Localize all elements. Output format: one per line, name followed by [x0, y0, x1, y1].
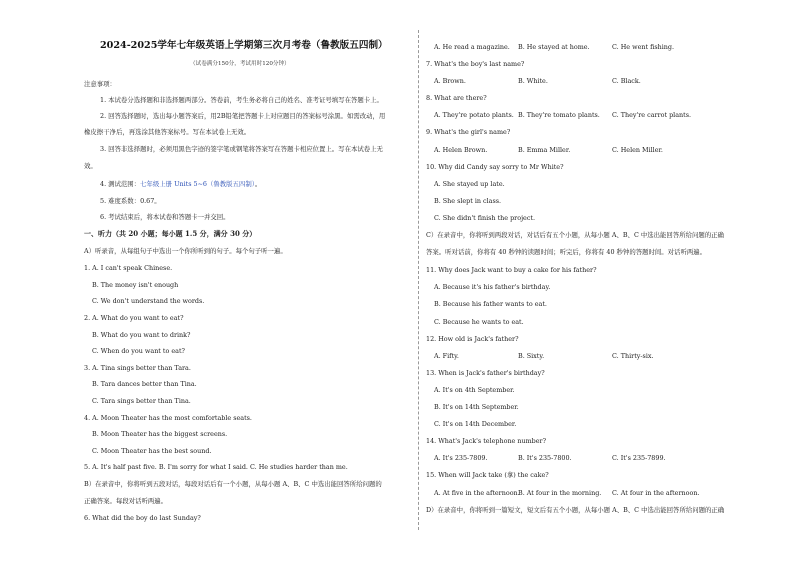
- q7: 7. What's the boy's last name?: [426, 60, 525, 68]
- scope-suffix: 。: [254, 180, 262, 188]
- q3-a: 3. A. Tina sings better than Tara.: [84, 364, 191, 372]
- q15-option-a: A. At five in the afternoon.: [434, 489, 520, 497]
- q11-option-a: A. Because it's his father's birthday.: [434, 283, 551, 291]
- q2-a: 2. A. What do you want to eat?: [84, 314, 184, 322]
- exam-title: 2024-2025学年七年级英语上学期第三次月考卷（鲁教版五四制）: [100, 40, 388, 51]
- notice-item-3-cont: 效。: [84, 162, 97, 170]
- q8-option-c: C. They're carrot plants.: [612, 111, 692, 119]
- q5: 5. A. It's half past five. B. I'm sorry for what I said. C. He studies harder than me.: [84, 463, 348, 471]
- q13: 13. When is Jack's father's birthday?: [426, 369, 545, 377]
- partB-instruction: B）在录音中，你将听到五段对话，每段对话后有一个小题，从每小题 A、B、C 中选出能回答所给问题的: [84, 480, 382, 488]
- q10-option-c: C. She didn't finish the project.: [434, 214, 536, 222]
- q15-option-c: C. At four in the afternoon.: [612, 489, 700, 497]
- q2-b: B. What do you want to drink?: [92, 331, 191, 339]
- q13-option-c: C. It's on 14th December.: [434, 420, 517, 428]
- q1-a: 1. A. I can't speak Chinese.: [84, 264, 173, 272]
- right-column: [426, 0, 766, 562]
- scope-prefix: 4. 测试范围：: [100, 180, 141, 188]
- notice-header: 注意事项：: [84, 80, 116, 88]
- q9-option-a: A. Helen Brown.: [434, 146, 488, 154]
- q12-option-a: A. Fifty.: [434, 352, 459, 360]
- column-divider: [418, 30, 419, 530]
- q4-a: 4. A. Moon Theater has the most comfortable seats.: [84, 414, 252, 422]
- q6-option-c: C. He went fishing.: [612, 43, 675, 51]
- q9-option-c: C. Helen Miller.: [612, 146, 663, 154]
- q12: 12. How old is Jack's father?: [426, 335, 519, 343]
- scope-link[interactable]: 七年级上册 Units 5~6（鲁教版五四制）: [140, 180, 255, 188]
- q14: 14. What's Jack's telephone number?: [426, 437, 547, 445]
- notice-item-4: [100, 180, 261, 188]
- q15-option-b: B. At four in the morning.: [518, 489, 602, 497]
- q15: 15. When will Jack take (拿) the cake?: [426, 471, 549, 479]
- q6-option-a: A. He read a magazine.: [434, 43, 510, 51]
- q4-c: C. Moon Theater has the best sound.: [92, 447, 212, 455]
- q13-option-a: A. It's on 4th September.: [434, 386, 515, 394]
- left-column: [62, 0, 414, 562]
- q7-option-a: A. Brown.: [434, 77, 466, 85]
- notice-item-1: 1. 本试卷分选择题和非选择题两部分。答卷前，考生务必将自己的姓名、准考证号填写在答题卡上。: [100, 96, 383, 104]
- q1-b: B. The money isn't enough: [92, 281, 179, 289]
- q7-option-b: B. White.: [518, 77, 548, 85]
- q8-option-a: A. They're potato plants.: [434, 111, 514, 119]
- notice-item-6: 6. 考试结束后，将本试卷和答题卡一并交回。: [100, 213, 230, 221]
- q6-option-b: B. He stayed at home.: [518, 43, 590, 51]
- q11-option-b: B. Because his father wants to eat.: [434, 300, 547, 308]
- notice-item-2: 2. 回答选择题时，选出每小题答案后，用2B铅笔把答题卡上对应题目的答案标号涂黑。如需改动，用: [100, 112, 386, 120]
- q1-c: C. We don't understand the words.: [92, 297, 205, 305]
- q11-option-c: C. Because he wants to eat.: [434, 318, 524, 326]
- q4-b: B. Moon Theater has the biggest screens.: [92, 430, 228, 438]
- q2-c: C. When do you want to eat?: [92, 347, 185, 355]
- q12-option-c: C. Thirty-six.: [612, 352, 654, 360]
- q3-c: C. Tara sings better than Tina.: [92, 397, 191, 405]
- partB-instruction-cont: 正确答案。每段对话听两遍。: [84, 497, 168, 505]
- partC-instruction-cont: 答案。听对话前，你将有 40 秒钟的读题时间；听完后，你将有 40 秒钟的答题时间。对话听两遍。: [426, 248, 707, 256]
- partC-instruction: C）在录音中，你将听到两段对话，对话后有五个小题，从每小题 A、B、C 中选出能回答所给问题的正确: [426, 231, 724, 239]
- q8: 8. What are there?: [426, 94, 487, 102]
- q10: 10. Why did Candy say sorry to Mr White?: [426, 163, 564, 171]
- q6: 6. What did the boy do last Sunday?: [84, 514, 201, 522]
- q13-option-b: B. It's on 14th September.: [434, 403, 519, 411]
- q9-option-b: B. Emma Miller.: [518, 146, 571, 154]
- notice-item-3: 3. 回答非选择题时，必须用黑色字迹的签字笔或钢笔将答案写在答题卡相应位置上。写在本试卷上无: [100, 145, 383, 153]
- notice-item-2-cont: 橡皮擦干净后，再选涂其他答案标号。写在本试卷上无效。: [84, 128, 251, 136]
- q8-option-b: B. They're tomato plants.: [518, 111, 600, 119]
- q9: 9. What's the girl's name?: [426, 128, 511, 136]
- notice-item-5: 5. 难度系数：0.67。: [100, 197, 161, 205]
- q10-option-a: A. She stayed up late.: [434, 180, 505, 188]
- q12-option-b: B. Sixty.: [518, 352, 545, 360]
- section1-heading: 一、听力（共 20 小题；每小题 1.5 分，满分 30 分）: [84, 229, 257, 238]
- q10-option-b: B. She slept in class.: [434, 197, 502, 205]
- q14-option-b: B. It's 235-7800.: [518, 454, 572, 462]
- q14-option-a: A. It's 235-7809.: [434, 454, 488, 462]
- q14-option-c: C. It's 235-7899.: [612, 454, 666, 462]
- exam-subtitle: （试卷满分150分，考试用时120分钟）: [190, 61, 290, 67]
- partD-instruction: D）在录音中，你将听到一篇短文，短文后有五个小题，从每小题 A、B、C 中选出能回答所给问题的正确: [426, 506, 725, 514]
- q3-b: B. Tara dances better than Tina.: [92, 380, 197, 388]
- q7-option-c: C. Black.: [612, 77, 641, 85]
- partA-instruction: A）听录音，从每组句子中选出一个你所听到的句子。每个句子听一遍。: [84, 247, 287, 255]
- q11: 11. Why does Jack want to buy a cake for his father?: [426, 266, 597, 274]
